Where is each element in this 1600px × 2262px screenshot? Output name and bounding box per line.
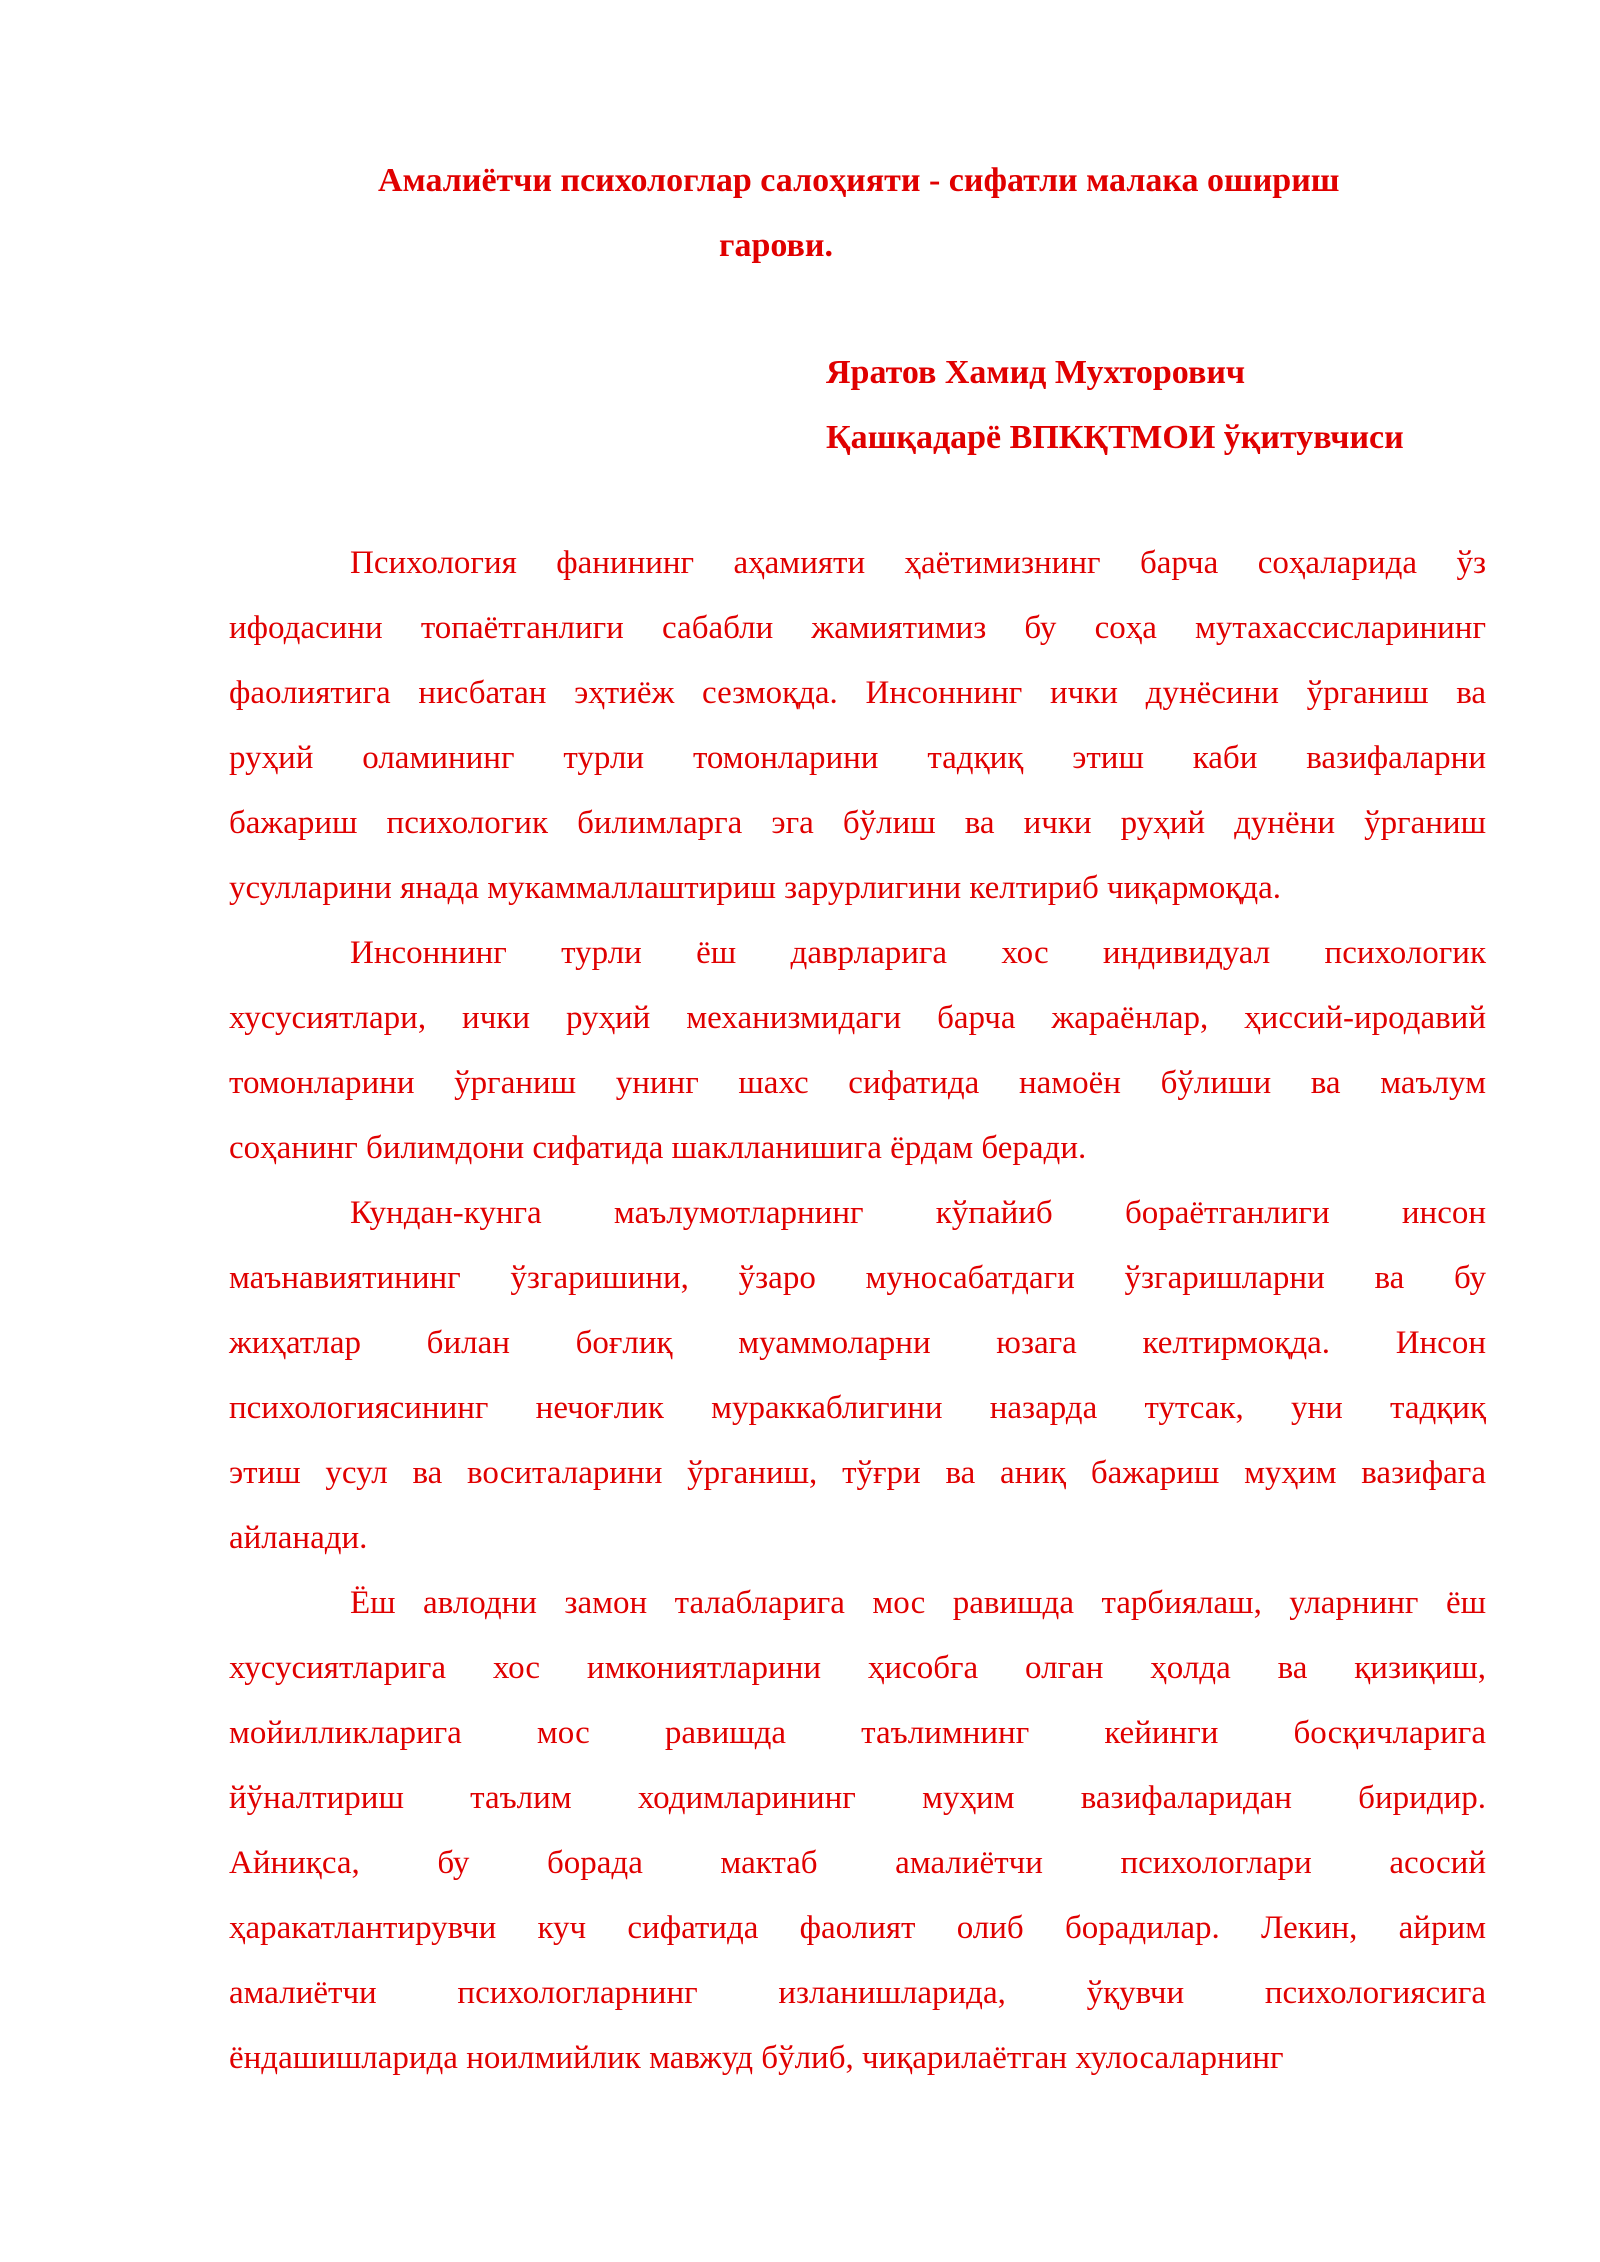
paragraph [229, 921, 1486, 1181]
paragraph-line: амалиётчи психологларнинг изланишларида, ўқувчи психологиясига [229, 1975, 1486, 2011]
title-line-2: гарови. [719, 227, 833, 264]
paragraph [229, 1571, 1486, 2091]
paragraph-line: руҳий оламининг турли томонларини тадқиқ этиш каби вазифаларни [229, 740, 1486, 776]
paragraph-line: Айниқса, бу борада мактаб амалиётчи психологлари асосий [229, 1845, 1486, 1881]
author-affiliation: Қашқадарё ВПКҚТМОИ ўқитувчиси [826, 419, 1404, 456]
paragraph-line: хусусиятларига хос имкониятларини ҳисобга олган ҳолда ва қизиқиш, [229, 1650, 1486, 1686]
paragraph-line: мойилликларига мос равишда таълимнинг кейинги босқичларига [229, 1715, 1486, 1751]
paragraph [229, 531, 1486, 921]
paragraph-line: этиш усул ва воситаларини ўрганиш, тўғри ва аниқ бажариш муҳим вазифага [229, 1455, 1486, 1491]
paragraph-line: усулларини янада мукаммаллаштириш зарурлигини келтириб чиқармоқда. [229, 870, 1282, 906]
paragraph-line: айланади. [229, 1520, 368, 1556]
paragraph-line: Инсоннинг турли ёш даврларига хос индивидуал психологик [350, 935, 1486, 971]
document-title [378, 148, 1468, 278]
paragraph-line: психологиясининг нечоғлик мураккаблигини назарда тутсак, уни тадқиқ [229, 1390, 1486, 1426]
author-block [826, 340, 1546, 470]
paragraph-line: хусусиятлари, ички руҳий механизмидаги барча жараёнлар, ҳиссий-иродавий [229, 1000, 1486, 1036]
paragraph-line: ёндашишларида ноилмийлик мавжуд бўлиб, чиқарилаётган хулосаларнинг [229, 2040, 1284, 2076]
paragraph-line: Кундан-кунга маълумотларнинг кўпайиб бораётганлиги инсон [350, 1195, 1486, 1231]
paragraph-line: соҳанинг билимдони сифатида шаклланишига ёрдам беради. [229, 1130, 1087, 1166]
paragraph-line: маънавиятининг ўзгаришини, ўзаро муносабатдаги ўзгаришларни ва бу [229, 1260, 1486, 1296]
body-text [229, 531, 1486, 2091]
paragraph-line: жиҳатлар билан боғлиқ муаммоларни юзага келтирмоқда. Инсон [229, 1325, 1486, 1361]
paragraph-line: ҳаракатлантирувчи куч сифатида фаолият олиб борадилар. Лекин, айрим [229, 1910, 1486, 1946]
paragraph [229, 1181, 1486, 1571]
paragraph-line: йўналтириш таълим ходимларининг муҳим вазифаларидан биридир. [229, 1780, 1486, 1816]
paragraph-line: Ёш авлодни замон талабларига мос равишда тарбиялаш, уларнинг ёш [350, 1585, 1486, 1621]
paragraph-line: Психология фанининг аҳамияти ҳаётимизнинг барча соҳаларида ўз [350, 545, 1486, 581]
author-name: Яратов Хамид Мухторович [826, 354, 1246, 391]
paragraph-line: бажариш психологик билимларга эга бўлиш ва ички руҳий дунёни ўрганиш [229, 805, 1486, 841]
title-line-1: Амалиётчи психологлар салоҳияти - сифатли малака ошириш [378, 162, 1340, 199]
paragraph-line: ифодасини топаётганлиги сабабли жамиятимиз бу соҳа мутахассисларининг [229, 610, 1486, 646]
paragraph-line: фаолиятига нисбатан эҳтиёж сезмоқда. Инсоннинг ички дунёсини ўрганиш ва [229, 675, 1486, 711]
paragraph-line: томонларини ўрганиш унинг шахс сифатида намоён бўлиши ва маълум [229, 1065, 1486, 1101]
